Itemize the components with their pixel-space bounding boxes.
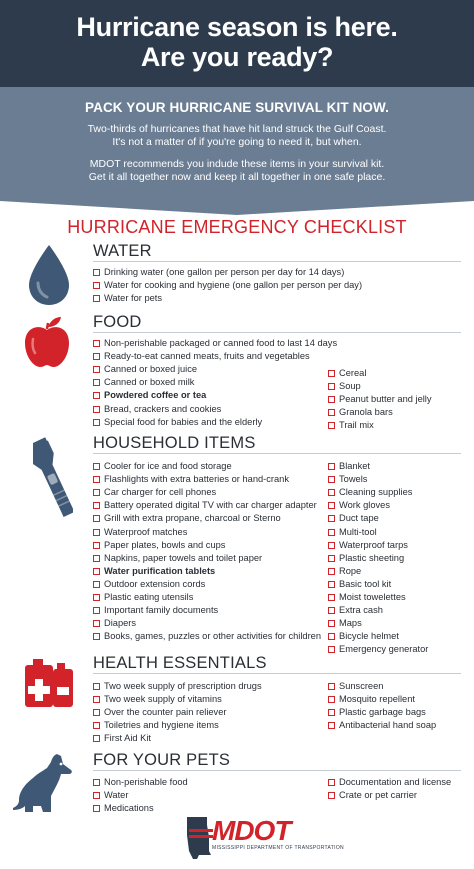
info-band (0, 87, 474, 201)
checkbox[interactable] (93, 805, 100, 812)
checklist-item-label: Canned or boxed milk (104, 377, 195, 388)
checkbox[interactable] (93, 295, 100, 302)
checklist-item-label: Diapers (104, 618, 137, 629)
checklist-item-label: Moist towelettes (339, 592, 406, 602)
checkbox[interactable] (328, 529, 335, 536)
checkbox[interactable] (328, 646, 335, 653)
checkbox[interactable] (93, 792, 100, 799)
checkbox[interactable] (93, 568, 100, 575)
checkbox[interactable] (328, 476, 335, 483)
band-line: Get it all together now and keep it all together in one safe place. (88, 171, 386, 183)
checkbox[interactable] (93, 515, 100, 522)
checklist-item-label: Multi-tool (339, 526, 377, 537)
checkbox[interactable] (328, 502, 335, 509)
checklist-item-label: Rope (339, 565, 362, 576)
checklist-item-label: Documentation and license (339, 777, 452, 787)
checkbox[interactable] (328, 696, 335, 703)
checklist-item-label: Cleaning supplies (339, 487, 413, 498)
section-title-food: FOOD (93, 313, 142, 331)
checklist-item-label: Grill with extra propane, charcoal or Sterno (104, 513, 281, 524)
band-chevron (0, 201, 474, 215)
checklist-item-label: Blanket (339, 461, 371, 471)
checklist-item-label: Non-perishable food (104, 777, 188, 787)
checkbox[interactable] (93, 282, 100, 289)
checklist-item-label: Cereal (339, 368, 367, 378)
checkbox[interactable] (93, 722, 100, 729)
checklist-item-label: Toiletries and hygiene items (104, 720, 219, 731)
checklist-item-label: Car charger for cell phones (104, 487, 217, 498)
checkbox[interactable] (93, 419, 100, 426)
band-line: Two-thirds of hurricanes that have hit land struck the Gulf Coast. (87, 123, 387, 135)
mdot-logo[interactable]: MDOT (212, 815, 291, 846)
checkbox[interactable] (328, 581, 335, 588)
checklist-item-label: Outdoor extension cords (104, 578, 206, 589)
checkbox[interactable] (328, 709, 335, 716)
checklist-item-label: Special food for babies and the elderly (104, 416, 263, 427)
checklist-item-label: Important family documents (104, 605, 219, 616)
checklist-item-label: Soup (339, 381, 361, 392)
checklist-item-label: Drinking water (one gallon per person per day for 14 days) (104, 267, 345, 277)
checklist-item-label: Sunscreen (339, 681, 384, 691)
checkbox[interactable] (328, 633, 335, 640)
checklist-item-label: Waterproof tarps (339, 539, 408, 550)
checkbox[interactable] (93, 696, 100, 703)
checkbox[interactable] (93, 463, 100, 470)
checklist-item-label: Waterproof matches (104, 526, 188, 537)
checklist-item-label: Cooler for ice and food storage (104, 461, 232, 471)
checklist-item-label: Towels (339, 474, 368, 485)
checkbox[interactable] (328, 779, 335, 786)
checkbox[interactable] (93, 529, 100, 536)
checklist-item-label: Napkins, paper towels and toilet paper (104, 552, 263, 563)
checklist-item-label: Peanut butter and jelly (339, 394, 432, 405)
checklist-item-label: Plastic eating utensils (104, 592, 194, 602)
section-divider (93, 770, 461, 771)
checkbox[interactable] (93, 594, 100, 601)
first-aid-kit-icon (23, 657, 75, 709)
section-divider (93, 673, 461, 674)
checkbox[interactable] (93, 353, 100, 360)
checkbox[interactable] (328, 542, 335, 549)
checklist-item-label: Water (104, 790, 129, 801)
checkbox[interactable] (328, 555, 335, 562)
checkbox[interactable] (328, 722, 335, 729)
checkbox[interactable] (93, 392, 100, 399)
checkbox[interactable] (93, 581, 100, 588)
checklist-item-label: Maps (339, 618, 362, 629)
checklist-item-label: Books, games, puzzles or other activities for children (104, 631, 322, 642)
checkbox[interactable] (93, 620, 100, 627)
section-title-health: HEALTH ESSENTIALS (93, 654, 267, 672)
checklist-item-label: Paper plates, bowls and cups (104, 539, 226, 550)
checklist-item-label: Two week supply of vitamins (104, 694, 222, 705)
section-title-water: WATER (93, 242, 152, 260)
checkbox[interactable] (328, 792, 335, 799)
headline-line-2: Are you ready? (140, 42, 334, 72)
checklist-item-label: Mosquito repellent (339, 694, 415, 705)
checklist-item-label: Medications (104, 803, 154, 814)
checklist-title: HURRICANE EMERGENCY CHECKLIST (67, 217, 407, 237)
checkbox[interactable] (328, 370, 335, 377)
checkbox[interactable] (328, 489, 335, 496)
checklist-item-label: Work gloves (339, 500, 390, 511)
checklist-item-label: Plastic sheeting (339, 552, 405, 563)
checkbox[interactable] (93, 489, 100, 496)
checkbox[interactable] (328, 594, 335, 601)
checkbox[interactable] (328, 422, 335, 429)
checkbox[interactable] (93, 269, 100, 276)
checkbox[interactable] (328, 515, 335, 522)
checkbox[interactable] (328, 383, 335, 390)
checkbox[interactable] (93, 406, 100, 413)
apple-icon (21, 315, 73, 369)
checkbox[interactable] (93, 542, 100, 549)
checklist-item-label: Over the counter pain reliever (104, 707, 227, 718)
checklist-item-label: Antibacterial hand soap (339, 720, 437, 731)
checklist-item-label: Non-perishable packaged or canned food to last 14 days (104, 338, 338, 348)
checklist-item-label: Emergency generator (339, 644, 429, 655)
checkbox[interactable] (93, 607, 100, 614)
checklist-item-label: Crate or pet carrier (339, 790, 418, 801)
checklist-item-label: Duct tape (339, 513, 379, 524)
checkbox[interactable] (93, 683, 100, 690)
mississippi-state-icon (183, 815, 213, 861)
checklist-item-label: Bicycle helmet (339, 631, 399, 642)
checklist-item-label: Flashlights with extra batteries or hand-crank (104, 474, 289, 485)
checklist-item-label: Water for cooking and hygiene (one gallon per person per day) (104, 280, 363, 291)
checkbox[interactable] (328, 607, 335, 614)
checkbox[interactable] (93, 555, 100, 562)
checkbox[interactable] (93, 709, 100, 716)
checkbox[interactable] (328, 620, 335, 627)
checklist-item-label: Extra cash (339, 605, 383, 616)
checkbox[interactable] (93, 340, 100, 347)
checklist-item-label: Battery operated digital TV with car charger adapter (104, 500, 317, 511)
checklist-item-label: First Aid Kit (104, 733, 152, 744)
checkbox[interactable] (93, 735, 100, 742)
dog-icon (11, 752, 75, 814)
checkbox[interactable] (328, 683, 335, 690)
checklist-item-label: Powdered coffee or tea (104, 390, 207, 401)
checklist-item-label: Trail mix (339, 420, 374, 431)
checklist-item-label: Two week supply of prescription drugs (104, 681, 262, 691)
checkbox[interactable] (93, 633, 100, 640)
checklist-item-label: Canned or boxed juice (104, 364, 198, 375)
checklist-item-label: Plastic garbage bags (339, 707, 426, 718)
checklist-item-label: Basic tool kit (339, 578, 392, 589)
checklist-item-label: Granola bars (339, 407, 393, 418)
checkbox[interactable] (93, 379, 100, 386)
checkbox[interactable] (328, 463, 335, 470)
section-title-household: HOUSEHOLD ITEMS (93, 434, 256, 452)
checklist-item-label: Ready-to-eat canned meats, fruits and vegetables (104, 351, 310, 362)
flashlight-icon (33, 434, 73, 526)
section-title-pets: FOR YOUR PETS (93, 751, 231, 769)
checkbox[interactable] (93, 502, 100, 509)
section-divider (93, 332, 461, 333)
headline-line-1: Hurricane season is here. (76, 12, 398, 42)
checkbox[interactable] (328, 568, 335, 575)
section-divider (93, 453, 461, 454)
checkbox[interactable] (328, 409, 335, 416)
water-drop-icon (25, 243, 73, 307)
checkbox[interactable] (93, 779, 100, 786)
checkbox[interactable] (328, 396, 335, 403)
header-banner (0, 0, 474, 87)
mdot-logo-subtitle: MISSISSIPPI DEPARTMENT OF TRANSPORTATION (212, 845, 344, 851)
checklist-item-label: Water purification tablets (104, 565, 216, 576)
checkbox[interactable] (93, 366, 100, 373)
band-line: MDOT recommends you indude these items in your survival kit. (89, 158, 385, 170)
checklist-item-label: Water for pets (104, 293, 163, 304)
section-divider (93, 261, 461, 262)
band-heading: PACK YOUR HURRICANE SURVIVAL KIT NOW. (85, 100, 389, 115)
band-line: It's not a matter of if you're going to need it, but when. (112, 136, 362, 148)
checkbox[interactable] (93, 476, 100, 483)
checklist-item-label: Bread, crackers and cookies (104, 403, 222, 414)
